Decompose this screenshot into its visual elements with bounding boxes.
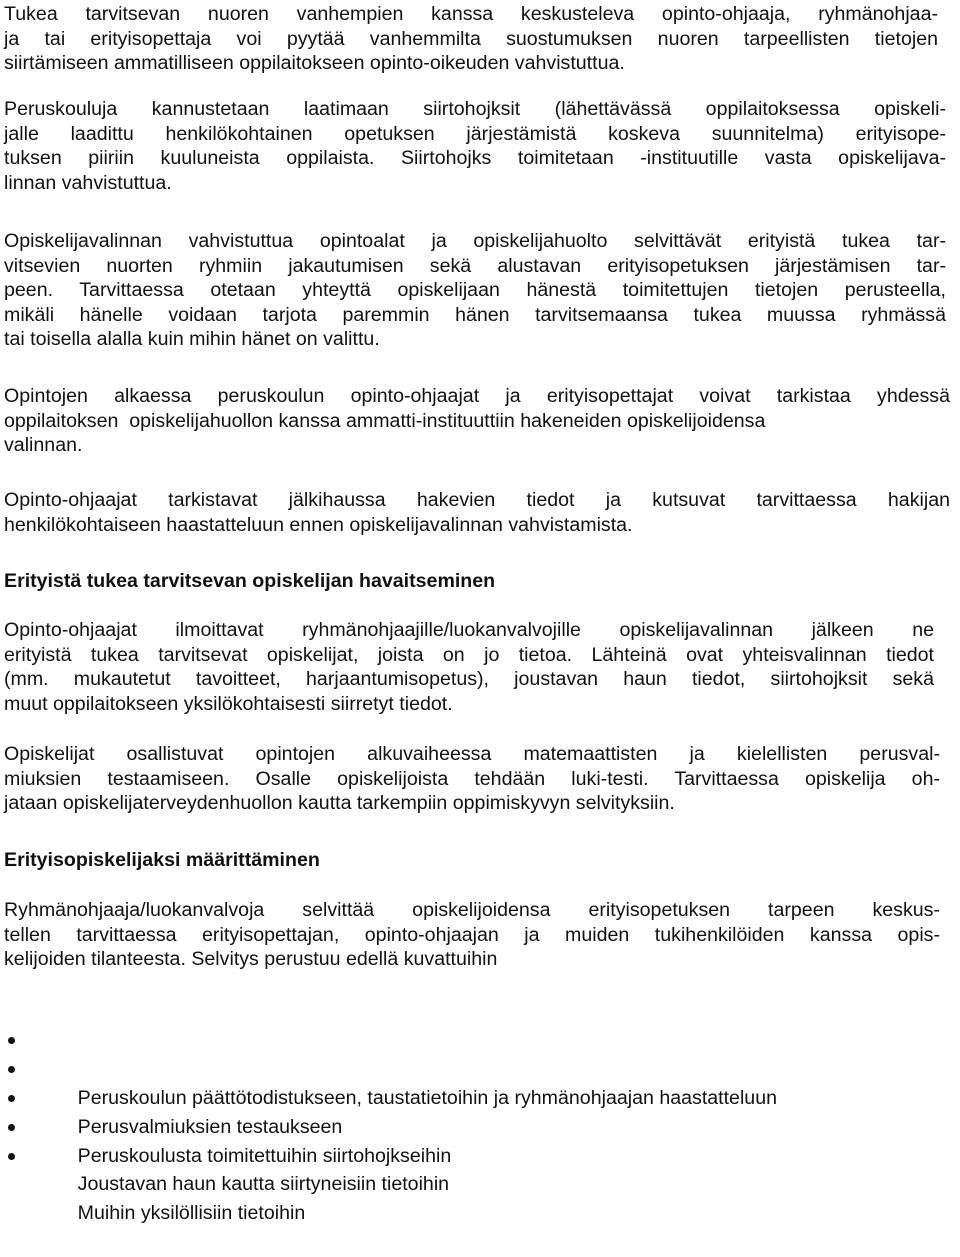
text-line: ja tai erityisopettaja voi pyytää vanhemmilta suostumuksen nuoren tarpeellisten tietojen [4,27,938,50]
bullet-list [0,1026,777,1225]
text-line: Tukea tarvitsevan nuoren vanhempien kanssa keskusteleva opinto-ohjaaja, ryhmänohjaa- [4,3,938,25]
paragraph [4,742,940,816]
list-item-text: Muihin yksilöllisiin tietoihin [77,1202,306,1225]
list-item-text: Peruskoulun päättötodistukseen, taustatietoihin ja ryhmänohjaajan haastatteluun [77,1086,777,1109]
bullet-icon [8,1124,15,1131]
text-line: erityistä tukea tarvitsevat opiskelijat, joista on jo tietoa. Lähteinä ovat yhteisvalinnan tiedot [4,643,934,666]
paragraph [4,2,938,76]
bullet-icon [8,1153,15,1160]
text-line: vitsevien nuorten ryhmiin jakautumisen sekä alustavan erityisopetuksen järjestämisen tar- [4,254,946,277]
text-line: muut oppilaitokseen yksilökohtaisesti siirretyt tiedot. [4,692,453,715]
text-line: henkilökohtaiseen haastatteluun ennen opiskelijavalinnan vahvistamista. [4,513,633,536]
text-line: peen. Tarvittaessa otetaan yhteyttä opiskelijaan hänestä toimitettujen tietojen perusteella, [4,279,946,302]
text-line: tai toisella alalla kuin mihin hänet on valittu. [4,328,380,351]
paragraph [4,898,940,972]
bullet-icon [8,1095,15,1102]
bullet-icon [8,1066,15,1073]
section-heading [4,848,320,873]
text-line: siirtämiseen ammatilliseen oppilaitokseen opinto-oikeuden vahvistuttua. [4,52,625,75]
heading-text: Erityistä tukea tarvitsevan opiskelijan havaitseminen [4,570,496,592]
list-item-text: Peruskoulusta toimitettuihin siirtohojkseihin [77,1144,452,1167]
text-line: Ryhmänohjaaja/luokanvalvoja selvittää opiskelijoidensa erityisopetuksen tarpeen keskus- [4,899,940,921]
text-line: (mm. mukautetut tavoitteet, harjaantumisopetus), joustavan haun tiedot, siirtohojksit sekä [4,668,934,691]
text-line: Opinto-ohjaajat tarkistavat jälkihaussa hakevien tiedot ja kutsuvat tarvittaessa hakijan [4,489,950,511]
text-line: jalle laadittu henkilökohtainen opetuksen järjestämistä koskeva suunnitelma) erityisope- [4,122,946,145]
text-line: Opiskelijat osallistuvat opintojen alkuvaiheessa matemaattisten ja kielellisten perusval- [4,743,940,765]
text-line: oppilaitoksen opiskelijahuollon kanssa ammatti-instituuttiin hakeneiden opiskelijoidensa [4,409,766,432]
list-item-text: Perusvalmiuksien testaukseen [77,1115,343,1138]
list-item-text: Joustavan haun kautta siirtyneisiin tietoihin [77,1173,450,1196]
text-line: Opintojen alkaessa peruskoulun opinto-ohjaajat ja erityisopettajat voivat tarkistaa yhdessä [4,385,950,407]
text-line: Opiskelijavalinnan vahvistuttua opintoalat ja opiskelijahuolto selvittävät erityistä tukea tar- [4,230,946,252]
section-heading [4,569,495,594]
heading-text: Erityisopiskelijaksi määrittäminen [4,849,320,871]
paragraph [4,97,946,195]
text-line: tuksen piiriin kuuluneista oppilaista. Siirtohojks toimitetaan -instituutille vasta opiskelijava- [4,147,946,170]
text-line: tellen tarvittaessa erityisopettajan, opinto-ohjaajan ja muiden tukihenkilöiden kanssa opis- [4,923,940,946]
paragraph [4,229,946,352]
list-item [0,1026,777,1109]
text-line: Opinto-ohjaajat ilmoittavat ryhmänohjaajille/luokanvalvojille opiskelijavalinnan jälkeen ne [4,619,934,641]
paragraph [4,384,950,458]
bullet-icon [8,1037,15,1044]
paragraph [4,488,950,537]
text-line: jataan opiskelijaterveydenhuollon kautta tarkempiin oppimiskyvyn selvityksiin. [4,792,675,815]
text-line: kelijoiden tilanteesta. Selvitys perustuu edellä kuvattuihin [4,948,498,971]
paragraph [4,618,934,716]
text-line: miuksien testaamiseen. Osalle opiskelijoista tehdään luki-testi. Tarvittaessa opiskelija oh- [4,767,940,790]
text-line: mikäli hänelle voidaan tarjota paremmin hänen tarvitsemaansa tukea muussa ryhmässä [4,303,946,326]
text-line: linnan vahvistuttua. [4,171,172,194]
text-line: valinnan. [4,434,83,457]
text-line: Peruskouluja kannustetaan laatimaan siirtohojksit (lähettävässä oppilaitoksessa opiskeli- [4,98,946,120]
